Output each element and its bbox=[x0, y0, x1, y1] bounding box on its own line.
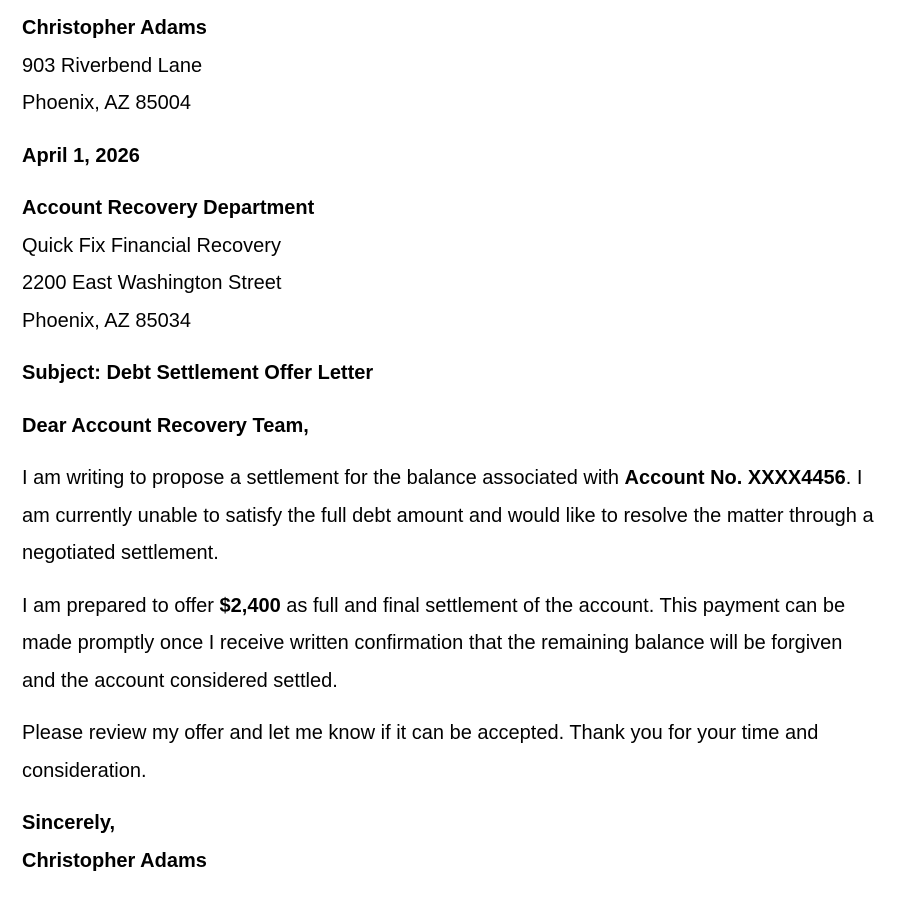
sender-address-line2: Phoenix, AZ 85004 bbox=[22, 92, 192, 114]
recipient-company: Quick Fix Financial Recovery bbox=[22, 234, 281, 257]
recipient-department: Account Recovery Department bbox=[22, 197, 315, 219]
sender-name: Christopher Adams bbox=[22, 17, 207, 39]
subject-block bbox=[22, 355, 878, 393]
offer-amount-highlight: $2,400 bbox=[219, 594, 281, 617]
closing-block bbox=[22, 805, 878, 880]
recipient-address-line1: 2200 East Washington Street bbox=[22, 272, 282, 294]
body-paragraph-1 bbox=[22, 460, 878, 573]
paragraph-2-text-start: I am prepared to offer bbox=[22, 594, 220, 617]
body-paragraph-3: Please review my offer and let me know if it can be accepted. Thank you for your time and consideration. bbox=[22, 722, 819, 782]
letter-date: April 1, 2026 bbox=[22, 144, 140, 167]
subject-line: Subject: Debt Settlement Offer Letter bbox=[22, 362, 374, 384]
salutation: Dear Account Recovery Team, bbox=[22, 414, 309, 437]
signature-name: Christopher Adams bbox=[22, 849, 207, 872]
account-number-highlight: Account No. XXXX4456 bbox=[624, 467, 846, 489]
sender-address-line1: 903 Riverbend Lane bbox=[22, 54, 203, 77]
recipient-address-line2: Phoenix, AZ 85034 bbox=[22, 309, 192, 332]
paragraph-1-text-start: I am writing to propose a settlement for the balance associated with bbox=[22, 467, 625, 489]
date-block bbox=[22, 138, 878, 176]
recipient-address-block bbox=[22, 190, 878, 340]
body-paragraph-2 bbox=[22, 588, 878, 701]
sender-address-block bbox=[22, 10, 878, 123]
paragraph-2-text-end: as full and final settlement of the account. This payment can be made promptly once I receive written confirmation that the remaining balance will be forgiven and the account considered settled. bbox=[22, 594, 846, 692]
closing-phrase: Sincerely, bbox=[22, 812, 116, 834]
salutation-block bbox=[22, 408, 878, 446]
paragraph-1-text-end: . I am currently unable to satisfy the full debt amount and would like to resolve the matter through a negotiated settlement. bbox=[22, 467, 874, 564]
